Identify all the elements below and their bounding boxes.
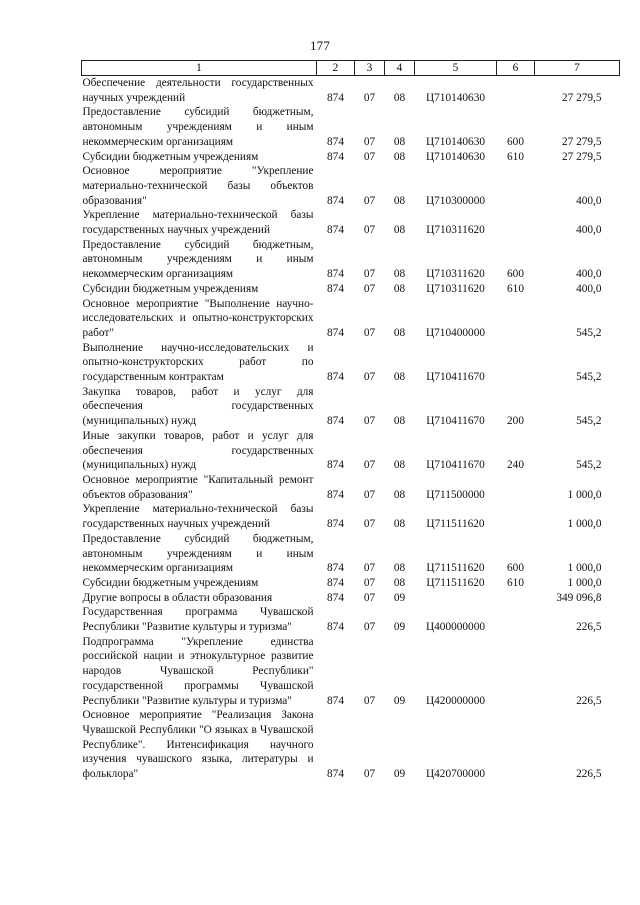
ministry-code-cell: 874	[327, 562, 344, 575]
expense-type-cell: 600	[507, 135, 524, 148]
subsection-code-cell: 08	[393, 150, 406, 163]
expense-type-cell	[497, 164, 535, 208]
ministry-code-cell: 874	[327, 91, 344, 104]
ministry-code-cell: 874	[327, 282, 344, 295]
section-code-cell: 07	[363, 488, 376, 501]
table-row	[82, 297, 620, 341]
amount-cell: 27 279,5	[561, 91, 602, 104]
column-header: 2	[317, 61, 355, 76]
row-name-cell: Основное мероприятие "Укрепление материально-технической базы объектов образования"	[82, 165, 314, 207]
ministry-code-cell: 874	[327, 768, 344, 781]
amount-cell: 545,2	[576, 326, 602, 339]
subsection-code-cell: 09	[393, 621, 406, 634]
target-article-cell: Ц710411670	[426, 371, 485, 384]
table-row	[82, 591, 620, 606]
section-code-cell: 07	[363, 268, 376, 281]
amount-cell: 226,5	[576, 694, 602, 707]
row-name-cell: Субсидии бюджетным учреждениям	[82, 282, 259, 295]
table-header-row	[82, 61, 620, 76]
table-row	[82, 164, 620, 208]
amount-cell: 349 096,8	[556, 591, 602, 604]
target-article-cell: Ц710311620	[426, 282, 485, 295]
table-row	[82, 105, 620, 149]
ministry-code-cell: 874	[327, 621, 344, 634]
expense-type-cell: 200	[507, 415, 524, 428]
target-article-cell: Ц711511620	[426, 518, 485, 531]
row-name-cell: Предоставление субсидий бюджетным, автономным учреждениям и иным некоммерческим организациям	[82, 106, 314, 148]
expense-type-cell	[497, 635, 535, 709]
target-article-cell: Ц711511620	[426, 576, 485, 589]
target-article-cell: Ц711511620	[426, 562, 485, 575]
section-code-cell: 07	[363, 91, 376, 104]
subsection-code-cell: 08	[393, 518, 406, 531]
section-code-cell: 07	[363, 371, 376, 384]
subsection-code-cell: 08	[393, 268, 406, 281]
column-header: 1	[82, 61, 317, 76]
section-code-cell: 07	[363, 224, 376, 237]
column-header: 5	[415, 61, 497, 76]
amount-cell: 400,0	[576, 194, 602, 207]
expense-type-cell	[497, 591, 535, 606]
amount-cell: 400,0	[576, 268, 602, 281]
table-row	[82, 150, 620, 165]
subsection-code-cell: 08	[393, 135, 406, 148]
amount-cell: 1 000,0	[567, 562, 602, 575]
section-code-cell: 07	[363, 326, 376, 339]
expense-type-cell	[497, 341, 535, 385]
amount-cell: 400,0	[576, 282, 602, 295]
ministry-code-cell: 874	[327, 371, 344, 384]
expense-type-cell: 610	[507, 150, 524, 163]
table-row	[82, 708, 620, 782]
row-name-cell: Укрепление материально-технической базы государственных научных учреждений	[82, 209, 314, 237]
ministry-code-cell: 874	[327, 224, 344, 237]
amount-cell: 27 279,5	[561, 150, 602, 163]
ministry-code-cell: 874	[327, 576, 344, 589]
amount-cell: 545,2	[576, 371, 602, 384]
row-name-cell: Субсидии бюджетным учреждениям	[82, 576, 259, 589]
subsection-code-cell: 08	[393, 459, 406, 472]
row-name-cell: Основное мероприятие "Капитальный ремонт объектов образования"	[82, 473, 314, 501]
amount-cell: 545,2	[576, 459, 602, 472]
section-code-cell: 07	[363, 591, 376, 604]
subsection-code-cell: 08	[393, 224, 406, 237]
expense-type-cell: 610	[507, 576, 524, 589]
target-article-cell: Ц710411670	[426, 459, 485, 472]
ministry-code-cell: 874	[327, 694, 344, 707]
section-code-cell: 07	[363, 135, 376, 148]
row-name-cell: Другие вопросы в области образования	[82, 591, 273, 604]
row-name-cell: Подпрограмма "Укрепление единства российской нации и этнокультурное развитие народов Чувашской Республики" государственной программы Чувашской Республики "Развитие культуры и туризма"	[82, 635, 314, 707]
ministry-code-cell: 874	[327, 150, 344, 163]
ministry-code-cell: 874	[327, 415, 344, 428]
expense-type-cell	[497, 708, 535, 782]
target-article-cell: Ц711500000	[426, 488, 485, 501]
subsection-code-cell: 08	[393, 415, 406, 428]
ministry-code-cell: 874	[327, 518, 344, 531]
subsection-code-cell: 08	[393, 562, 406, 575]
amount-cell: 226,5	[576, 768, 602, 781]
row-name-cell: Укрепление материально-технической базы государственных научных учреждений	[82, 503, 314, 531]
table-row	[82, 473, 620, 502]
section-code-cell: 07	[363, 621, 376, 634]
table-row	[82, 76, 620, 106]
expense-type-cell	[497, 208, 535, 237]
page-number: 177	[309, 38, 331, 53]
table-row	[82, 532, 620, 576]
column-header: 3	[355, 61, 385, 76]
target-article-cell: Ц710411670	[426, 415, 485, 428]
section-code-cell: 07	[363, 694, 376, 707]
subsection-code-cell: 09	[393, 768, 406, 781]
table-row	[82, 282, 620, 297]
row-name-cell: Выполнение научно-исследовательских и опытно-конструкторских работ по государственным контрактам	[82, 341, 314, 384]
ministry-code-cell: 874	[327, 326, 344, 339]
row-name-cell: Основное мероприятие "Реализация Закона Чувашской Республики "О языках в Чувашской Республике". Интенсификация научного изучения чувашского языка, литературы и фольклора"	[82, 709, 314, 781]
subsection-code-cell: 08	[393, 576, 406, 589]
expense-type-cell	[497, 605, 535, 634]
section-code-cell: 07	[363, 576, 376, 589]
ministry-code-cell: 874	[327, 488, 344, 501]
ministry-code-cell: 874	[327, 135, 344, 148]
amount-cell: 545,2	[576, 415, 602, 428]
subsection-code-cell: 08	[393, 91, 406, 104]
table-row	[82, 238, 620, 282]
expense-type-cell	[497, 297, 535, 341]
row-name-cell: Государственная программа Чувашской Республики "Развитие культуры и туризма"	[82, 606, 314, 634]
expense-type-cell: 600	[507, 268, 524, 281]
target-article-cell: Ц400000000	[426, 621, 485, 634]
row-name-cell: Основное мероприятие "Выполнение научно-исследовательских и опытно-конструкторских работ"	[82, 297, 314, 339]
section-code-cell: 07	[363, 282, 376, 295]
section-code-cell: 07	[363, 768, 376, 781]
amount-cell: 1 000,0	[567, 488, 602, 501]
target-article-cell: Ц710140630	[426, 150, 485, 163]
table-body	[82, 76, 620, 782]
ministry-code-cell: 874	[327, 268, 344, 281]
subsection-code-cell: 08	[393, 194, 406, 207]
ministry-code-cell: 874	[327, 459, 344, 472]
target-article-cell	[415, 591, 497, 606]
target-article-cell: Ц710311620	[426, 224, 485, 237]
column-header: 7	[535, 61, 620, 76]
ministry-code-cell: 874	[327, 194, 344, 207]
expense-type-cell: 610	[507, 282, 524, 295]
row-name-cell: Предоставление субсидий бюджетным, автономным учреждениям и иным некоммерческим организациям	[82, 532, 314, 575]
amount-cell: 27 279,5	[561, 135, 602, 148]
amount-cell: 1 000,0	[567, 518, 602, 531]
subsection-code-cell: 08	[393, 282, 406, 295]
row-name-cell: Закупка товаров, работ и услуг для обеспечения государственных (муниципальных) нужд	[82, 385, 314, 428]
expense-type-cell: 600	[507, 562, 524, 575]
section-code-cell: 07	[363, 562, 376, 575]
target-article-cell: Ц420700000	[426, 768, 485, 781]
column-header: 6	[497, 61, 535, 76]
ministry-code-cell: 874	[327, 591, 344, 604]
target-article-cell: Ц710140630	[426, 135, 485, 148]
target-article-cell: Ц710300000	[426, 194, 485, 207]
table-row	[82, 429, 620, 473]
section-code-cell: 07	[363, 150, 376, 163]
row-name-cell: Иные закупки товаров, работ и услуг для обеспечения государственных (муниципальных) нужд	[82, 429, 314, 472]
expense-type-cell	[497, 76, 535, 106]
target-article-cell: Ц710140630	[426, 91, 485, 104]
section-code-cell: 07	[363, 194, 376, 207]
section-code-cell: 07	[363, 459, 376, 472]
table-row	[82, 208, 620, 237]
subsection-code-cell: 08	[393, 326, 406, 339]
section-code-cell: 07	[363, 518, 376, 531]
subsection-code-cell: 09	[393, 694, 406, 707]
target-article-cell: Ц710311620	[426, 268, 485, 281]
subsection-code-cell: 08	[393, 371, 406, 384]
target-article-cell: Ц420000000	[426, 694, 485, 707]
table-row	[82, 635, 620, 709]
budget-table	[81, 60, 620, 782]
target-article-cell: Ц710400000	[426, 326, 485, 339]
table-row	[82, 341, 620, 385]
amount-cell: 1 000,0	[567, 576, 602, 589]
row-name-cell: Субсидии бюджетным учреждениям	[82, 150, 259, 163]
expense-type-cell: 240	[507, 459, 524, 472]
table-row	[82, 385, 620, 429]
amount-cell: 226,5	[576, 621, 602, 634]
row-name-cell: Предоставление субсидий бюджетным, автономным учреждениям и иным некоммерческим организациям	[82, 238, 314, 281]
amount-cell: 400,0	[576, 224, 602, 237]
expense-type-cell	[497, 502, 535, 531]
table-row	[82, 605, 620, 634]
expense-type-cell	[497, 473, 535, 502]
column-header: 4	[385, 61, 415, 76]
subsection-code-cell: 09	[393, 591, 406, 604]
subsection-code-cell: 08	[393, 488, 406, 501]
table-row	[82, 576, 620, 591]
table-row	[82, 502, 620, 531]
section-code-cell: 07	[363, 415, 376, 428]
row-name-cell: Обеспечение деятельности государственных научных учреждений	[82, 77, 314, 104]
